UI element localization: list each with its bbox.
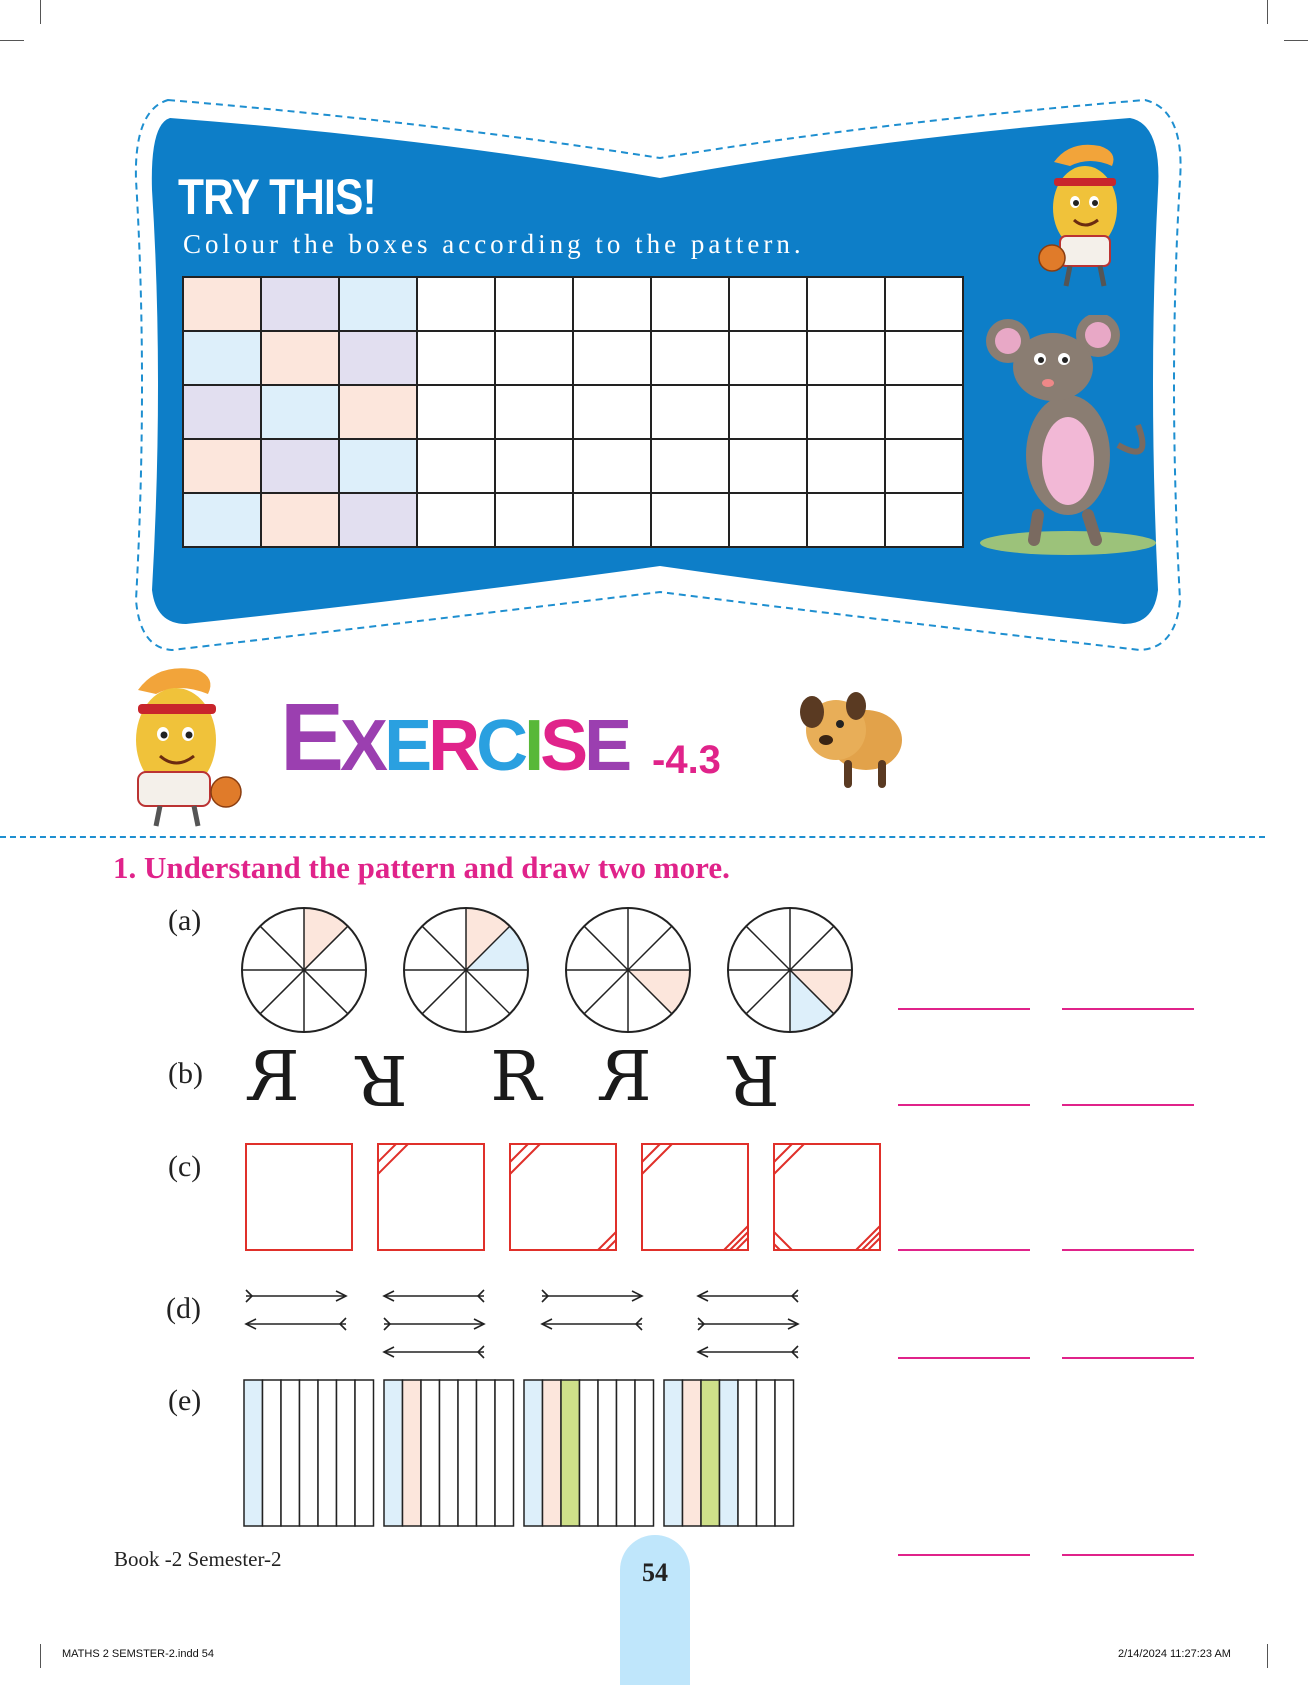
pattern-e-strips <box>240 1378 800 1528</box>
grid-cell[interactable] <box>261 331 339 385</box>
potato-character-illustration <box>108 660 248 830</box>
grid-cell[interactable] <box>729 493 807 547</box>
exercise-letter: E <box>384 706 429 786</box>
grid-cell[interactable] <box>651 439 729 493</box>
grid-cell[interactable] <box>183 439 261 493</box>
answer-blank-c1[interactable] <box>898 1249 1030 1251</box>
arrow-left <box>384 1290 484 1302</box>
answer-blank-d1[interactable] <box>898 1357 1030 1359</box>
exercise-letter: E <box>280 684 341 791</box>
fraction-circle <box>404 908 528 1032</box>
grid-cell[interactable] <box>651 331 729 385</box>
grid-cell[interactable] <box>417 493 495 547</box>
try-this-instruction: Colour the boxes according to the pattern. <box>183 229 805 259</box>
exercise-letter: C <box>476 706 525 786</box>
part-d-label: (d) <box>166 1292 201 1325</box>
arrow-left <box>384 1346 484 1358</box>
answer-blank-b2[interactable] <box>1062 1104 1194 1106</box>
grid-cell[interactable] <box>729 277 807 331</box>
grid-cell[interactable] <box>729 439 807 493</box>
grid-cell[interactable] <box>261 277 339 331</box>
answer-blank-e2[interactable] <box>1062 1554 1194 1556</box>
grid-cell[interactable] <box>885 331 963 385</box>
arrow-left <box>698 1346 798 1358</box>
grid-cell[interactable] <box>573 331 651 385</box>
crop-mark <box>1267 1644 1268 1668</box>
try-this-title: TRY THIS! <box>178 169 376 225</box>
grid-cell[interactable] <box>417 277 495 331</box>
grid-cell[interactable] <box>573 385 651 439</box>
exercise-number: -4.3 <box>652 738 721 782</box>
arrow-right <box>384 1318 484 1330</box>
grid-cell[interactable] <box>495 385 573 439</box>
grid-cell[interactable] <box>261 385 339 439</box>
grid-cell[interactable] <box>885 385 963 439</box>
pattern-a-circles <box>240 900 880 1040</box>
square-shape <box>246 1144 352 1250</box>
page-number: 54 <box>642 1558 668 1587</box>
arrow-left <box>698 1290 798 1302</box>
grid-cell[interactable] <box>729 385 807 439</box>
grid-cell[interactable] <box>573 493 651 547</box>
grid-cell[interactable] <box>261 439 339 493</box>
grid-cell[interactable] <box>807 277 885 331</box>
strip-set <box>384 1380 514 1526</box>
arrow-right <box>246 1290 346 1302</box>
grid-cell[interactable] <box>417 331 495 385</box>
part-a-label: (a) <box>168 904 202 937</box>
answer-blank-b1[interactable] <box>898 1104 1030 1106</box>
fraction-circle <box>566 908 690 1032</box>
grid-cell[interactable] <box>573 277 651 331</box>
grid-cell[interactable] <box>339 331 417 385</box>
arrow-right <box>698 1318 798 1330</box>
strip-set <box>524 1380 654 1526</box>
grid-cell[interactable] <box>261 493 339 547</box>
grid-cell[interactable] <box>339 493 417 547</box>
exercise-letter: E <box>584 706 629 786</box>
grid-cell[interactable] <box>417 385 495 439</box>
answer-blank-a2[interactable] <box>1062 1008 1194 1010</box>
letter-r-rotated: R <box>356 1039 408 1118</box>
arrow-left <box>542 1318 642 1330</box>
grid-cell[interactable] <box>807 331 885 385</box>
grid-cell[interactable] <box>495 277 573 331</box>
potato-character-illustration <box>1030 140 1140 292</box>
square-shape <box>774 1144 880 1250</box>
grid-cell[interactable] <box>495 439 573 493</box>
exercise-letter: S <box>540 706 585 786</box>
grid-cell[interactable] <box>807 493 885 547</box>
fraction-circle <box>728 908 852 1032</box>
exercise-letter: X <box>340 706 385 786</box>
grid-cell[interactable] <box>885 439 963 493</box>
colour-grid <box>182 276 966 550</box>
exercise-letter: R <box>428 706 477 786</box>
dog-toy-illustration <box>796 690 906 790</box>
part-b-label: (b) <box>168 1057 203 1090</box>
square-shape <box>510 1144 616 1250</box>
letter-r-rotated: R <box>728 1039 780 1118</box>
book-title: Book -2 Semester-2 <box>114 1547 282 1571</box>
grid-cell[interactable] <box>495 493 573 547</box>
square-shape <box>378 1144 484 1250</box>
square-shape <box>642 1144 748 1250</box>
arrow-right <box>542 1290 642 1302</box>
grid-cell[interactable] <box>729 331 807 385</box>
section-divider <box>0 836 1265 838</box>
answer-blank-a1[interactable] <box>898 1008 1030 1010</box>
grid-cell[interactable] <box>417 439 495 493</box>
grid-cell[interactable] <box>573 439 651 493</box>
answer-blank-e1[interactable] <box>898 1554 1030 1556</box>
timestamp-slug: 2/14/2024 11:27:23 AM <box>1118 1648 1231 1660</box>
grid-cell[interactable] <box>885 493 963 547</box>
grid-cell[interactable] <box>651 493 729 547</box>
letter-r-mirrored: R <box>600 1038 652 1117</box>
fraction-circle <box>242 908 366 1032</box>
grid-cell[interactable] <box>651 277 729 331</box>
grid-cell[interactable] <box>651 385 729 439</box>
answer-blank-d2[interactable] <box>1062 1357 1194 1359</box>
exercise-letter: I <box>524 706 541 786</box>
part-e-label: (e) <box>168 1384 202 1417</box>
exercise-heading <box>280 684 629 796</box>
strip-set <box>664 1380 794 1526</box>
grid-cell[interactable] <box>183 493 261 547</box>
grid-cell[interactable] <box>339 277 417 331</box>
grid-cell[interactable] <box>339 385 417 439</box>
crop-mark <box>40 1644 41 1668</box>
part-c-label: (c) <box>168 1150 202 1183</box>
mouse-character-illustration <box>978 315 1158 555</box>
grid-cell[interactable] <box>183 385 261 439</box>
arrow-left <box>246 1318 346 1330</box>
grid-cell[interactable] <box>885 277 963 331</box>
grid-cell[interactable] <box>183 277 261 331</box>
answer-blank-c2[interactable] <box>1062 1249 1194 1251</box>
grid-cell[interactable] <box>339 439 417 493</box>
letter-r-normal: R <box>490 1038 542 1117</box>
question-text: 1. Understand the pattern and draw two more. <box>113 850 730 885</box>
strip-set <box>244 1380 374 1526</box>
grid-cell[interactable] <box>807 385 885 439</box>
pattern-c-squares <box>240 1140 890 1255</box>
pattern-d-arrows <box>240 1284 820 1368</box>
grid-cell[interactable] <box>807 439 885 493</box>
letter-r-mirrored: R <box>248 1038 300 1117</box>
grid-cell[interactable] <box>183 331 261 385</box>
file-slug: MATHS 2 SEMSTER-2.indd 54 <box>62 1648 215 1660</box>
grid-cell[interactable] <box>495 331 573 385</box>
